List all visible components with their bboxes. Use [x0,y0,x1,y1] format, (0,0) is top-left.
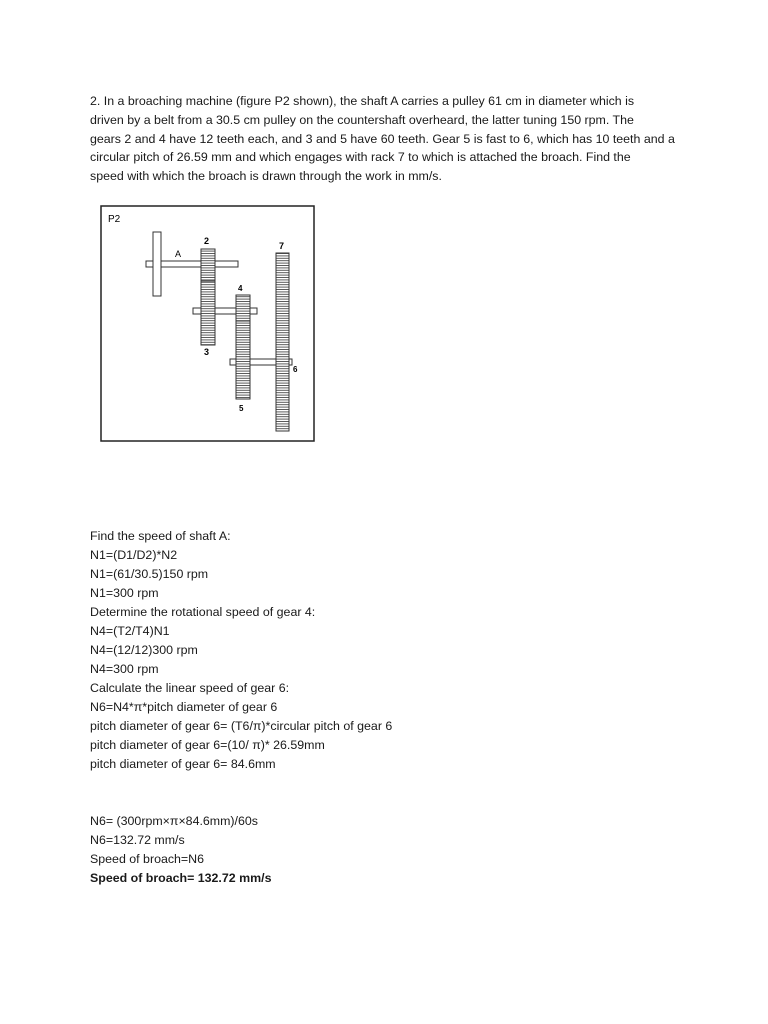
solution-line: N1=300 rpm [90,586,159,600]
label-gear-2: 2 [204,236,210,246]
problem-line: circular pitch of 26.59 mm and which engages with rack 7 to which is attached the broach. Find the [90,150,631,165]
solution-line: Determine the rotational speed of gear 4: [90,605,316,619]
solution-line: Find the speed of shaft A: [90,529,231,543]
gear-4 [236,295,250,321]
label-rack-7: 7 [279,241,285,251]
solution-line: pitch diameter of gear 6= 84.6mm [90,757,276,771]
pulley [153,232,161,296]
solution-line: Speed of broach=N6 [90,852,205,866]
solution-line: N6=N4*π*pitch diameter of gear 6 [90,700,278,714]
gear-3 [201,281,215,345]
gear-2 [201,249,215,281]
problem-line: speed with which the broach is drawn through the work in mm/s. [90,169,442,184]
final-answer: Speed of broach= 132.72 mm/s [90,871,272,885]
label-gear-6: 6 [293,365,298,374]
problem-line: 2. In a broaching machine (figure P2 shown), the shaft A carries a pulley 61 cm in diameter which is [90,94,635,108]
solution-line: N4=300 rpm [90,662,159,676]
solution-line: N6=132.72 mm/s [90,833,185,847]
rack-7 [276,253,289,431]
solution [90,527,690,888]
solution-line: N4=(12/12)300 rpm [90,643,198,657]
solution-line: Calculate the linear speed of gear 6: [90,681,290,695]
problem-line: driven by a belt from a 30.5 cm pulley on the countershaft overheard, the latter tuning 150 rpm. The [90,112,634,127]
solution-line: N6= (300rpm×π×84.6mm)/60s [90,814,258,828]
spacer [90,774,690,812]
solution-line: pitch diameter of gear 6=(10/ π)* 26.59mm [90,738,325,752]
label-gear-3: 3 [204,347,210,357]
solution-line: N1=(D1/D2)*N2 [90,548,178,562]
solution-line: N4=(T2/T4)N1 [90,624,170,638]
problem-line: gears 2 and 4 have 12 teeth each, and 3 and 5 have 60 teeth. Gear 5 is fast to 6, which has 10 teeth and a [90,131,675,146]
label-gear-5: 5 [239,404,244,413]
problem-statement [90,92,690,186]
gear-train-figure [100,205,316,443]
gear-5 [236,321,250,399]
label-gear-4: 4 [238,284,243,293]
figure-title: P2 [108,214,121,225]
label-shaft-a: A [175,249,182,259]
solution-line: N1=(61/30.5)150 rpm [90,567,209,581]
solution-line: pitch diameter of gear 6= (T6/π)*circular pitch of gear 6 [90,719,393,733]
